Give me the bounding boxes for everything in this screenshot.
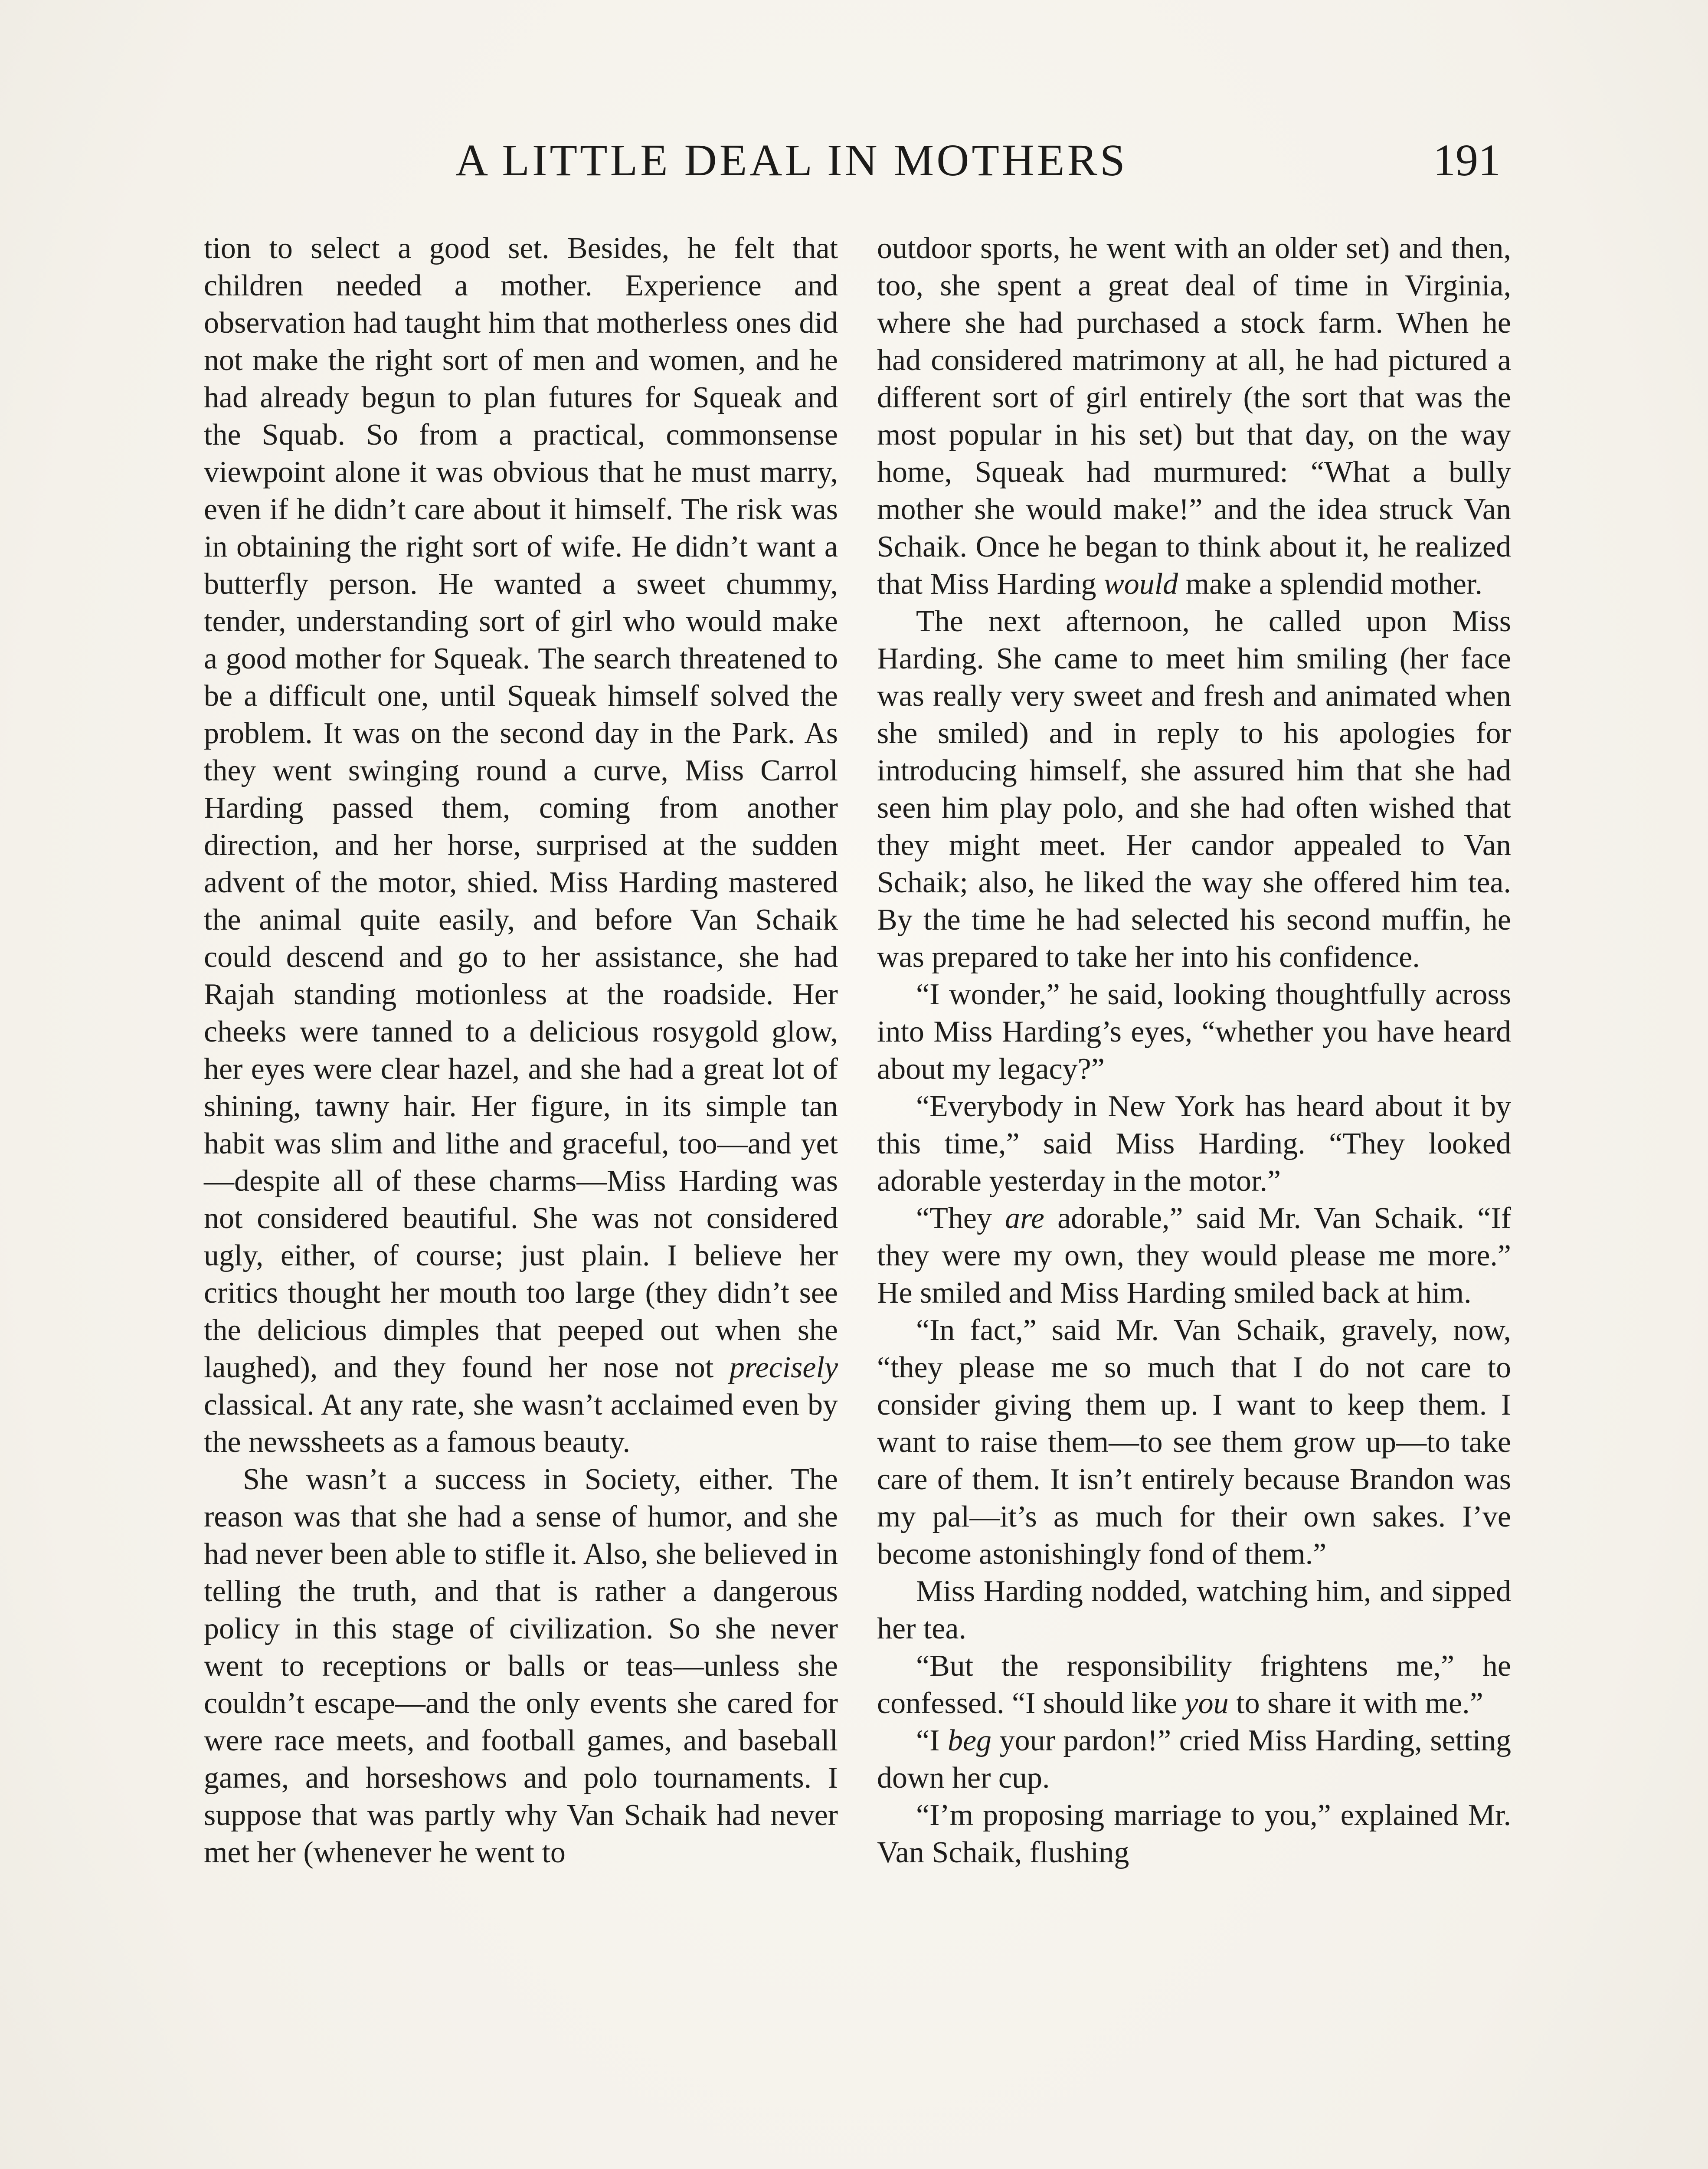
left-p1-end: classical. At any rate, she wasn’t acclaimed even by the newssheets as a famous beauty. <box>204 1388 838 1459</box>
left-paragraph-1 <box>204 230 838 1461</box>
right-p1-text: outdoor sports, he went with an older set) and then, too, she spent a great deal of time in Virginia, where she had purchased a stock farm. When he had considered matrimony at all, he had pictured a different sort of girl entirely (the sort that was the most popular in his set) but that day, on the way home, Squeak had murmured: “What a bully mother she would make!” and the idea struck Van Schaik. Once he began to think about it, he realized that Miss Harding <box>877 232 1511 601</box>
left-p1-text: tion to select a good set. Besides, he felt that children needed a mother. Experience and observation had taught him that motherless ones did not make the right sort of men and women, and he had already begun to plan futures for Squeak and the Squab. So from a practical, commonsense viewpoint alone it was obvious that he must marry, even if he didn’t care about it himself. The risk was in obtaining the right sort of wife. He didn’t want a butterfly person. He wanted a sweet chummy, tender, understanding sort of girl who would make a good mother for Squeak. The search threatened to be a difficult one, until Squeak himself solved the problem. It was on the second day in the Park. As they went swinging round a curve, Miss Carrol Harding passed them, coming from another direction, and her horse, surprised at the sudden advent of the motor, shied. Miss Harding mastered the animal quite easily, and before Van Schaik could descend and go to her assistance, she had Rajah standing motionless at the roadside. Her cheeks were tanned to a delicious rosygold glow, her eyes were clear hazel, and she had a great lot of shining, tawny hair. Her figure, in its simple tan habit was slim and lithe and graceful, too—and yet—despite all of these charms—Miss Harding was not considered beautiful. She was not considered ugly, either, of course; just plain. I believe her critics thought her mouth too large (they didn’t see the delicious dimples that peeped out when she laughed), and they found her nose not <box>204 232 838 1384</box>
right-p9-emphasis: beg <box>947 1724 992 1757</box>
right-paragraph-10: “I’m proposing marriage to you,” explained Mr. Van Schaik, flushing <box>877 1799 1511 1869</box>
right-paragraph-6: “In fact,” said Mr. Van Schaik, gravely, now, “they please me so much that I do not care to consider giving them up. I want to keep them. I want to raise them—to see them grow up—to take care of them. It isn’t entirely because Brandon was my pal—it’s as much for their own sakes. I’ve become astonishingly fond of them.” <box>877 1314 1511 1571</box>
right-paragraph-8 <box>877 1648 1511 1722</box>
right-p9-b: your pardon!” cried Miss Harding, setting down her cup. <box>877 1724 1511 1795</box>
right-p9-a: “I <box>916 1724 948 1757</box>
page-number: 191 <box>1433 135 1501 185</box>
right-paragraph-1 <box>877 230 1511 603</box>
left-column <box>204 230 838 1871</box>
right-paragraph-3: “I wonder,” he said, looking thoughtfully across into Miss Harding’s eyes, “whether you have heard about my legacy?” <box>877 978 1511 1086</box>
right-p8-a: “But the responsibility frightens me,” he confessed. “I should like <box>877 1649 1511 1720</box>
left-p1-emphasis: precisely <box>729 1351 838 1384</box>
left-paragraph-2: She wasn’t a success in Society, either. The reason was that she had a sense of humor, and she had never been able to stifle it. Also, she believed in telling the truth, and that is rather a dangerous policy in this stage of civilization. So she never went to receptions or balls or teas—unless she couldn’t escape—and the only events she cared for were race meets, and football games, and baseball games, and horseshows and polo tournaments. I suppose that was partly why Van Schaik had never met her (whenever he went to <box>204 1463 838 1869</box>
right-p8-b: to share it with me.” <box>1228 1687 1483 1720</box>
page-title: A LITTLE DEAL IN MOTHERS <box>455 135 1128 185</box>
right-column <box>877 230 1511 1871</box>
right-p1-emphasis: would <box>1104 567 1178 601</box>
right-paragraph-4: “Everybody in New York has heard about it by this time,” said Miss Harding. “They looked adorable yesterday in the motor.” <box>877 1090 1511 1198</box>
running-head <box>200 130 1501 191</box>
right-p1-end: make a splendid mother. <box>1178 567 1482 601</box>
right-paragraph-5 <box>877 1200 1511 1312</box>
right-p5-a: “They <box>916 1202 1005 1235</box>
right-p5-emphasis: are <box>1005 1202 1044 1235</box>
right-p8-emphasis: you <box>1184 1687 1229 1720</box>
right-paragraph-7: Miss Harding nodded, watching him, and sipped her tea. <box>877 1575 1511 1645</box>
right-p5-b: adorable,” said Mr. Van Schaik. “If they were my own, they would please me more.” He smiled and Miss Harding smiled back at him. <box>877 1202 1511 1310</box>
right-paragraph-2: The next afternoon, he called upon Miss Harding. She came to meet him smiling (her face was really very sweet and fresh and animated when she smiled) and in reply to his apologies for introducing himself, she assured him that she had seen him play polo, and she had often wished that they might meet. Her candor appealed to Van Schaik; also, he liked the way she offered him tea. By the time he had selected his second muffin, he was prepared to take her into his confidence. <box>877 605 1511 974</box>
right-paragraph-9 <box>877 1722 1511 1797</box>
